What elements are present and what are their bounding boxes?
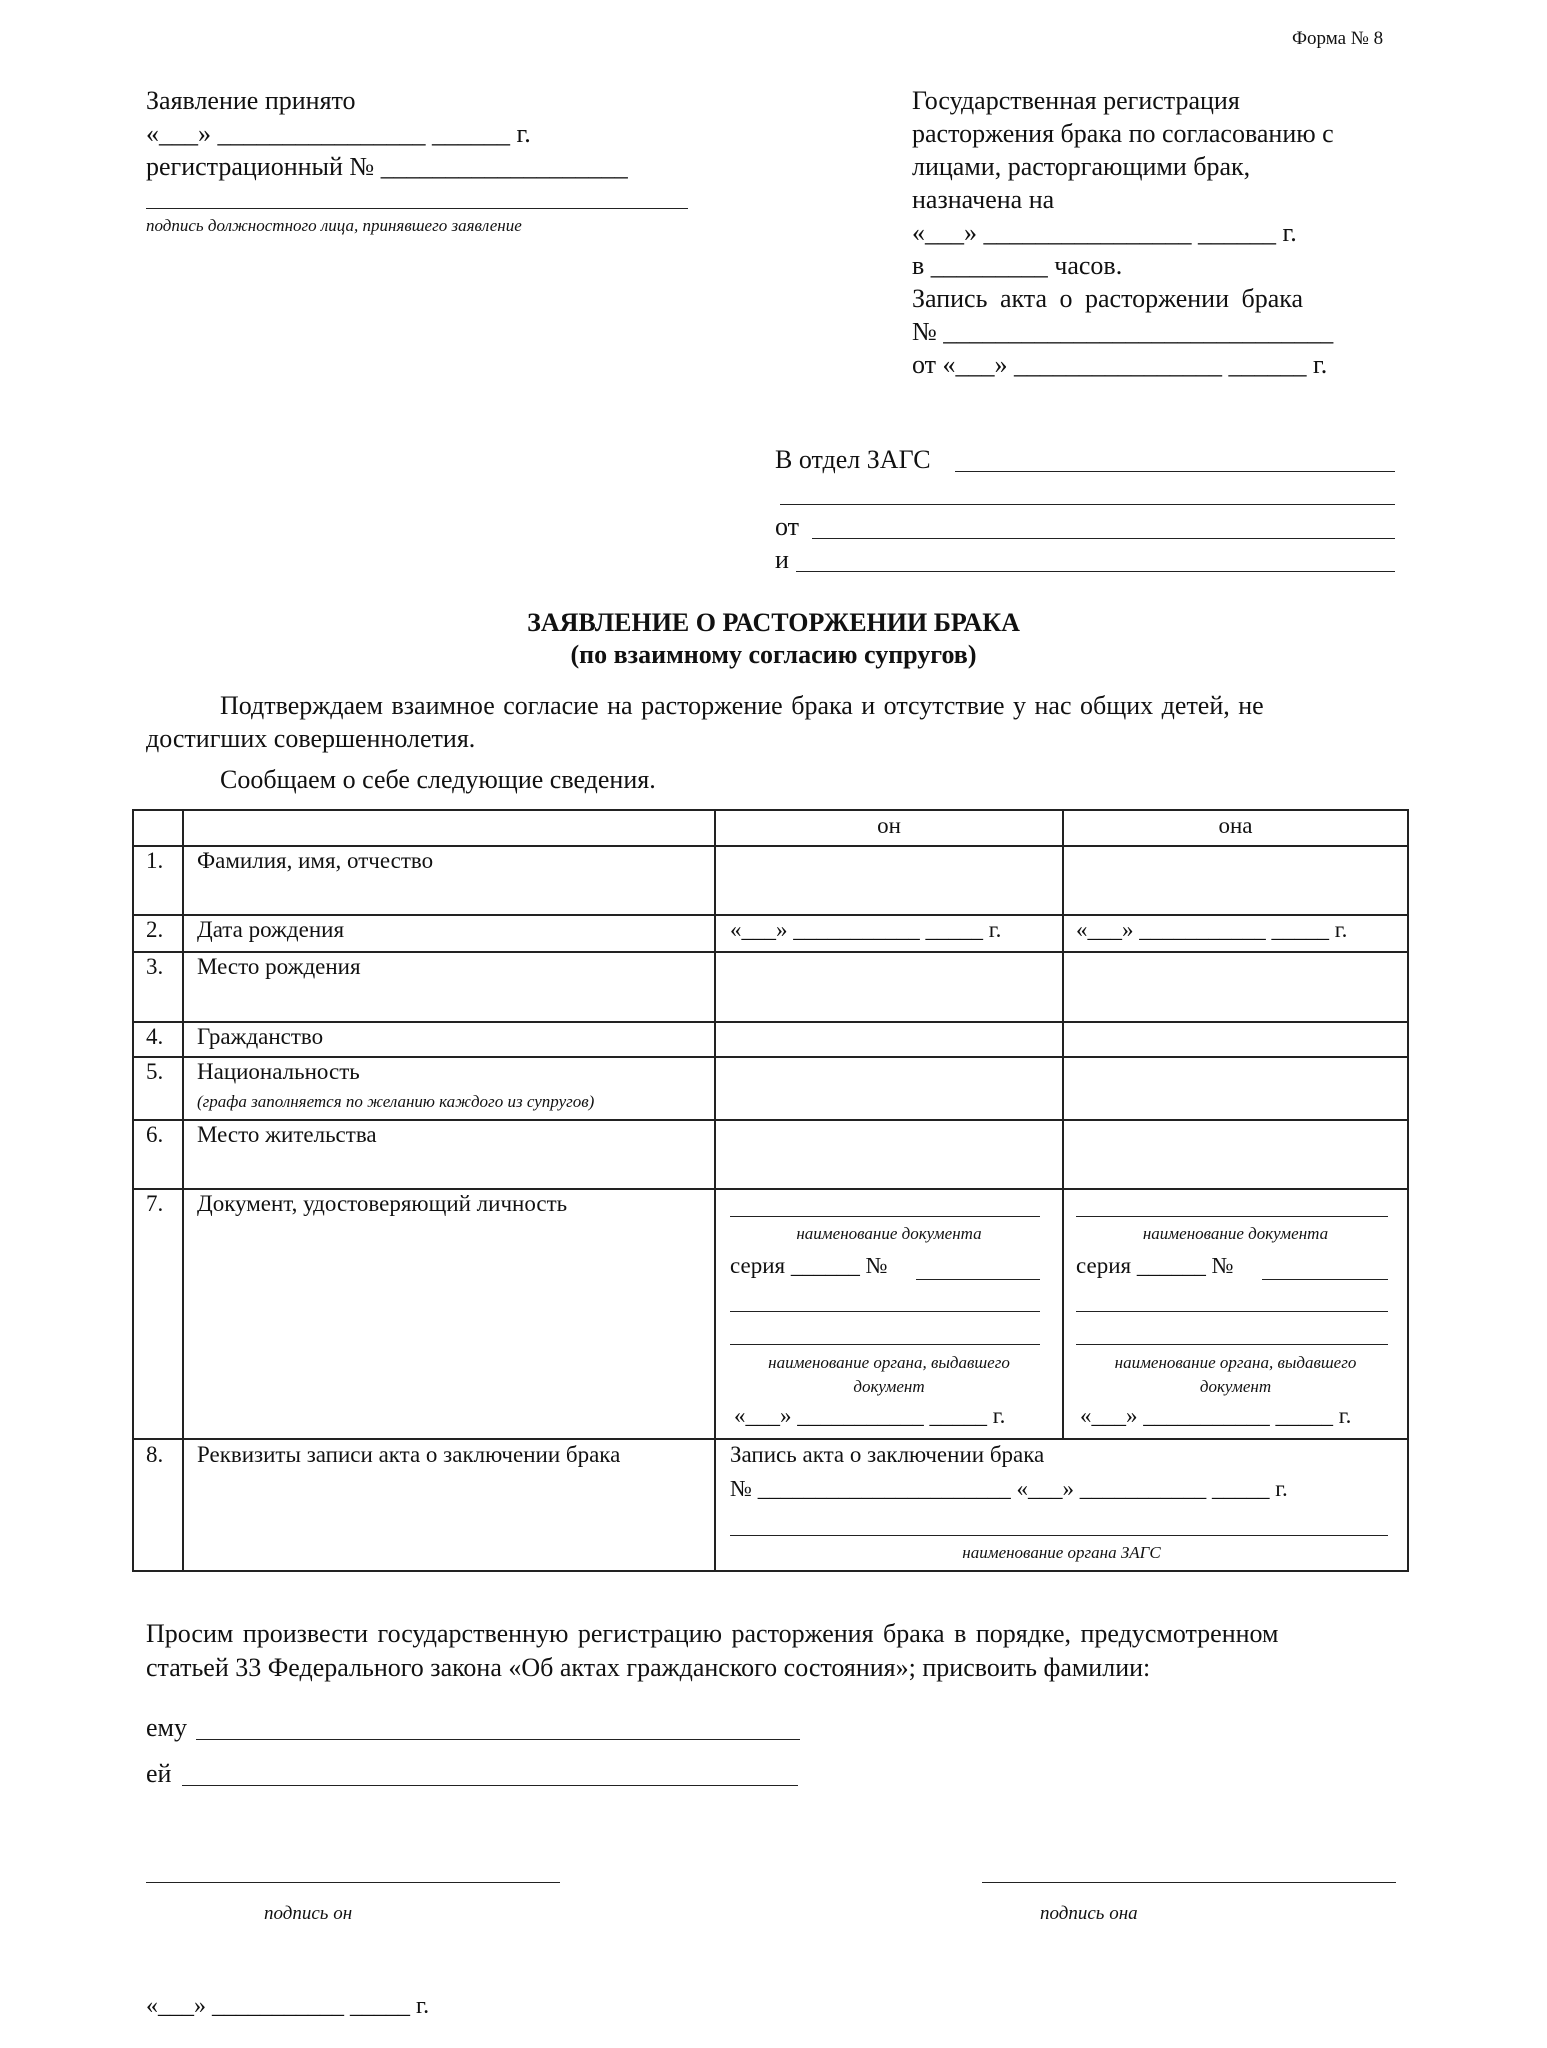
issuer-line-2-she[interactable] <box>1076 1344 1388 1345</box>
signature-she-caption: подпись она <box>1040 1903 1138 1924</box>
doc-series-she[interactable]: серия ______ № <box>1076 1253 1234 1278</box>
marriage-record-title: Запись акта о заключении брака <box>730 1442 1045 1467</box>
registration-line-8: от «___» ________________ ______ г. <box>912 350 1328 379</box>
signature-he-caption: подпись он <box>264 1903 353 1924</box>
registration-line-5: в _________ часов. <box>912 251 1123 280</box>
doc-number-line-she[interactable] <box>1262 1279 1388 1280</box>
doc-name-caption-he: наименование документа <box>796 1224 982 1243</box>
birth-date-he[interactable]: «___» ___________ _____ г. <box>730 917 1002 942</box>
birth-date-she[interactable]: «___» ___________ _____ г. <box>1076 917 1348 942</box>
row-num: 8. <box>146 1442 164 1467</box>
row-num: 2. <box>146 917 164 942</box>
table-border <box>182 809 184 1572</box>
doc-name-line-she[interactable] <box>1076 1216 1388 1217</box>
marriage-record-no[interactable]: № ______________________ «___» ___________ _____ г. <box>730 1476 1288 1501</box>
issuer-caption-he: наименование органа, выдавшего <box>768 1353 1010 1372</box>
registration-line-0: Государственная регистрация <box>912 86 1240 115</box>
signature-he-line[interactable] <box>146 1882 560 1883</box>
request-line-2: статьей 33 Федерального закона «Об актах гражданского состояния»; присвоить фамилии: <box>146 1653 1151 1682</box>
zags-line-2[interactable] <box>780 504 1395 505</box>
form-number: Форма № 8 <box>1292 28 1384 49</box>
row-label: Место рождения <box>197 954 361 979</box>
doc-name-line-he[interactable] <box>730 1216 1040 1217</box>
row-label: Реквизиты записи акта о заключении брака <box>197 1442 621 1467</box>
row-num: 6. <box>146 1122 164 1147</box>
intro-line-1: Подтверждаем взаимное согласие на расторжение брака и отсутствие у нас общих детей, не <box>220 691 1264 720</box>
row-num: 3. <box>146 954 164 979</box>
intro-line-3: Сообщаем о себе следующие сведения. <box>220 765 656 794</box>
doc-series-he[interactable]: серия ______ № <box>730 1253 888 1278</box>
from-label: от <box>775 512 800 541</box>
surname-her-label: ей <box>146 1759 172 1788</box>
table-border <box>132 809 134 1572</box>
registration-line-1: расторжения брака по согласованию с <box>912 119 1334 148</box>
accepted-date: «___» ________________ ______ г. <box>146 119 531 148</box>
request-line-1: Просим произвести государственную регистрацию расторжения брака в порядке, предусмотренном <box>146 1619 1279 1648</box>
from-line[interactable] <box>812 538 1395 539</box>
registration-line-6: Запись акта о расторжении брака <box>912 284 1304 313</box>
doc-number-line-he[interactable] <box>916 1279 1040 1280</box>
document-subtitle: (по взаимному согласию супругов) <box>570 640 977 669</box>
issuer-line-he[interactable] <box>730 1311 1040 1312</box>
signature-she-line[interactable] <box>982 1882 1396 1883</box>
registration-line-7: № ______________________________ <box>912 317 1334 346</box>
row-num: 4. <box>146 1024 164 1049</box>
and-line[interactable] <box>796 571 1395 572</box>
issuer-line-2-he[interactable] <box>730 1344 1040 1345</box>
issuer-line-she[interactable] <box>1076 1311 1388 1312</box>
accepted-reg-no: регистрационный № ___________________ <box>146 152 628 181</box>
surname-him-label: ему <box>146 1713 187 1742</box>
table-border <box>1407 809 1409 1572</box>
registration-line-2: лицами, расторгающими брак, <box>912 152 1251 181</box>
accepted-signature-caption: подпись должностного лица, принявшего заявление <box>146 216 522 235</box>
zags-name-caption: наименование органа ЗАГС <box>962 1543 1161 1562</box>
doc-date-he[interactable]: «___» ___________ _____ г. <box>734 1403 1006 1428</box>
zags-name-line[interactable] <box>730 1535 1388 1536</box>
zags-line[interactable] <box>955 471 1395 472</box>
row-num: 1. <box>146 848 164 873</box>
and-label: и <box>775 545 789 574</box>
accepted-title: Заявление принято <box>146 86 356 115</box>
doc-date-she[interactable]: «___» ___________ _____ г. <box>1080 1403 1352 1428</box>
issuer-caption-he-2: документ <box>853 1377 925 1396</box>
intro-line-2: достигших совершеннолетия. <box>146 724 476 753</box>
col-header-she: она <box>1218 813 1253 838</box>
surname-her-line[interactable] <box>182 1785 798 1786</box>
table-border <box>714 809 716 1572</box>
row-label: Национальность <box>197 1059 360 1084</box>
row-num: 7. <box>146 1191 164 1216</box>
document-title: ЗАЯВЛЕНИЕ О РАСТОРЖЕНИИ БРАКА <box>527 608 1020 637</box>
row-label: Гражданство <box>197 1024 324 1049</box>
registration-line-3: назначена на <box>912 185 1055 214</box>
final-date[interactable]: «___» ___________ _____ г. <box>146 1993 430 2019</box>
surname-him-line[interactable] <box>196 1739 800 1740</box>
row-label: Фамилия, имя, отчество <box>197 848 434 873</box>
col-header-he: он <box>877 813 901 838</box>
row-label: Документ, удостоверяющий личность <box>197 1191 568 1216</box>
doc-name-caption-she: наименование документа <box>1142 1224 1329 1243</box>
table-border <box>1062 809 1064 1439</box>
issuer-caption-she: наименование органа, выдавшего <box>1114 1353 1357 1372</box>
row-label: Место жительства <box>197 1122 377 1147</box>
row-num: 5. <box>146 1059 164 1084</box>
zags-label: В отдел ЗАГС <box>775 445 931 474</box>
registration-line-4: «___» ________________ ______ г. <box>912 218 1297 247</box>
table-border <box>132 1021 1409 1023</box>
issuer-caption-she-2: документ <box>1199 1377 1272 1396</box>
table-border <box>132 1570 1409 1572</box>
row-note: (графа заполняется по желанию каждого из супругов) <box>197 1092 595 1111</box>
accepted-signature-line <box>146 208 688 209</box>
row-label: Дата рождения <box>197 917 345 942</box>
